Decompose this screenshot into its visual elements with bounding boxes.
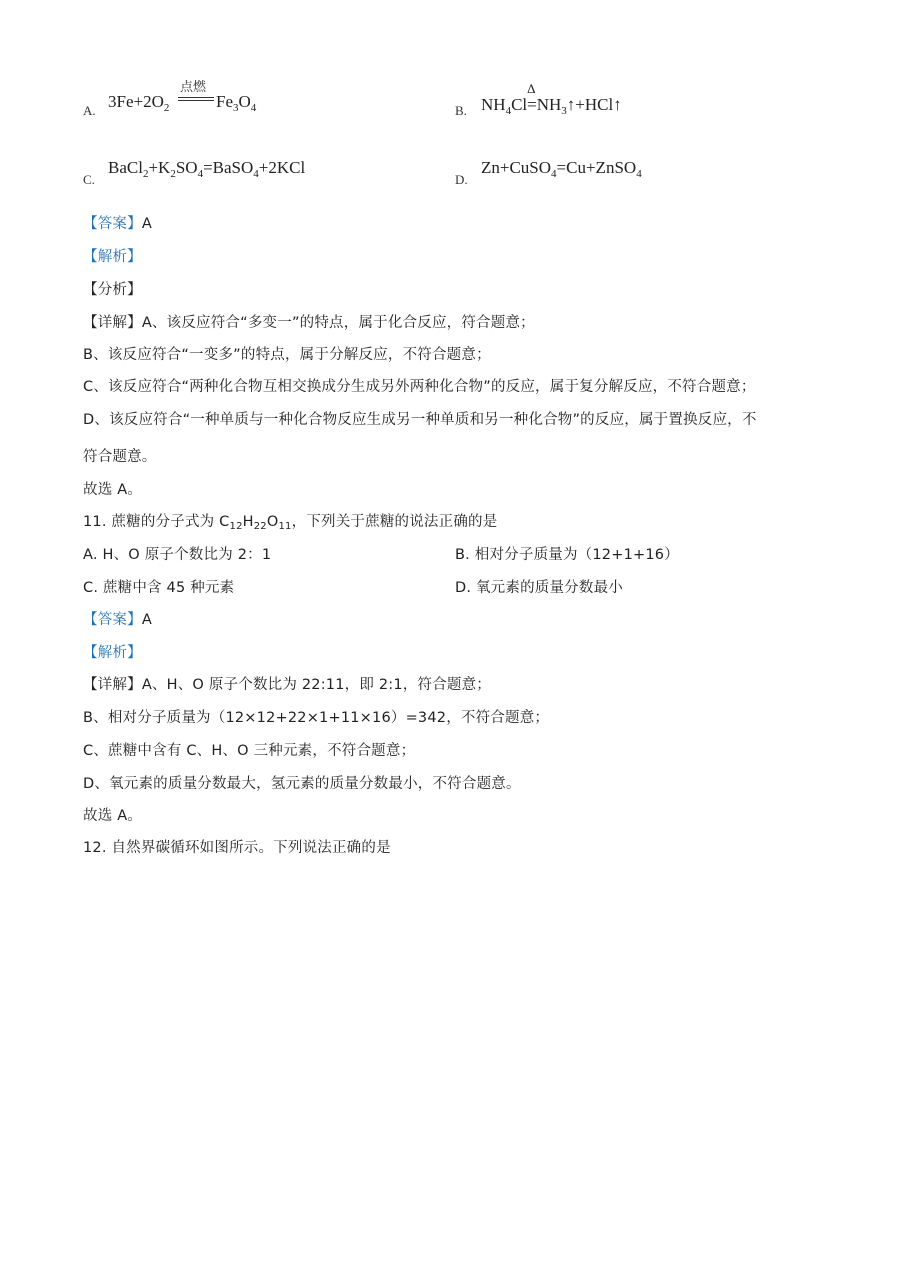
q11-option-b: B. 相对分子质量为（12+1+16） [455, 547, 679, 563]
q11-analysis-tag: 【解析】 [83, 645, 142, 661]
q11-option-a: A. H、O 原子个数比为 2：1 [83, 547, 272, 563]
reaction-condition-heat: Δ [527, 81, 536, 96]
q10-answer: 【答案】A [83, 216, 152, 232]
equation-double-line [178, 97, 214, 101]
q11-option-d: D. 氧元素的质量分数最小 [455, 580, 623, 596]
q10-detail-b: B、该反应符合“一变多”的特点，属于分解反应，不符合题意； [83, 347, 491, 363]
option-letter-b: B. [455, 103, 467, 118]
q11-option-c: C. 蔗糖中含 45 种元素 [83, 580, 235, 596]
q10-conclusion: 故选 A。 [83, 482, 143, 498]
option-letter-d: D. [455, 172, 468, 187]
q11-answer: 【答案】A [83, 612, 152, 628]
q11-stem: 11. 蔗糖的分子式为 $C_{12}H_{22}O_{11}$，下列关于蔗糖的说法正确的是 [83, 514, 498, 532]
q10-detail-c: C、该反应符合“两种化合物互相交换成分生成另外两种化合物”的反应，属于复分解反应，不符合题意； [83, 379, 756, 395]
q10-detail-a: 【详解】A、该反应符合“多变一”的特点，属于化合反应，符合题意； [83, 315, 535, 331]
formula-a-lhs: $3Fe+2O_2$ [108, 92, 170, 114]
q10-fenxi-tag: 【分析】 [83, 282, 142, 298]
option-letter-c: C. [83, 172, 95, 187]
answer-tag: 【答案】 [83, 612, 142, 628]
formula-d: Zn+CuSO$_4$=Cu+ZnSO$_4$ [481, 158, 642, 180]
formula-a-rhs: $Fe_3O_4$ [216, 92, 257, 114]
formula-b: $NH_4Cl$ Δ $=NH_3↑+HCl↑$ [481, 81, 622, 117]
q11-conclusion: 故选 A。 [83, 808, 143, 824]
answer-tag: 【答案】 [83, 216, 142, 232]
q12-stem: 12. 自然界碳循环如图所示。下列说法正确的是 [83, 840, 391, 856]
option-letter-a: A. [83, 103, 96, 118]
q10-analysis-tag: 【解析】 [83, 249, 142, 265]
q11-detail-d: D、氧元素的质量分数最大，氢元素的质量分数最小，不符合题意。 [83, 776, 521, 792]
q11-detail-c: C、蔗糖中含有 C、H、O 三种元素，不符合题意； [83, 743, 416, 759]
q11-detail-a: 【详解】A、H、O 原子个数比为 22:11，即 2:1，符合题意； [83, 677, 491, 693]
q10-detail-d-line1: D、该反应符合“一种单质与一种化合物反应生成另一种单质和另一种化合物”的反应，属于置换反应，不 [83, 412, 757, 428]
q10-detail-d-line2: 符合题意。 [83, 449, 157, 465]
reaction-condition-ignite: 点燃 [180, 80, 207, 95]
q11-detail-b: B、相对分子质量为（12×12+22×1+11×16）=342，不符合题意； [83, 710, 550, 726]
formula-c: $BaCl_2+K_2SO_4=BaSO_4+2KCl$ [108, 158, 306, 180]
